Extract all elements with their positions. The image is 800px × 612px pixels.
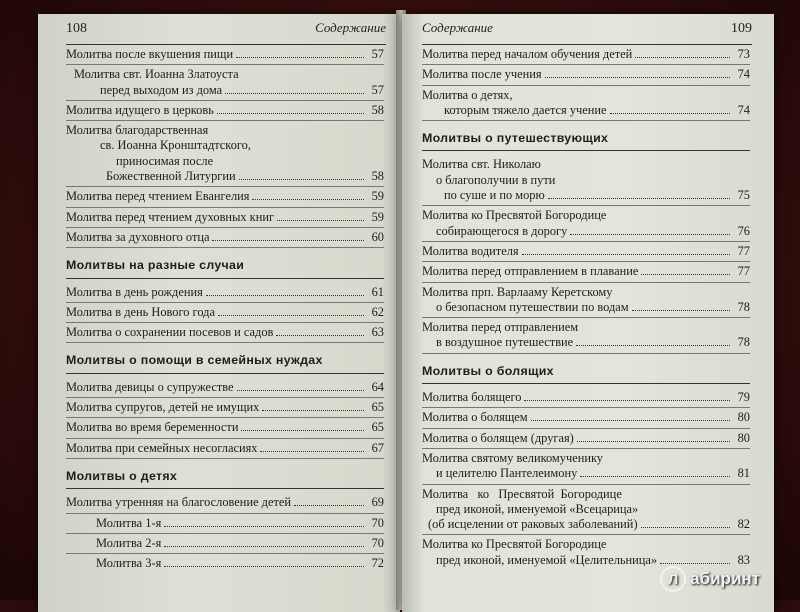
entry-page-number: 80: [737, 410, 750, 425]
toc-line: [422, 264, 750, 279]
toc-entry: [66, 400, 384, 418]
toc-line: [66, 325, 384, 340]
toc-line: [422, 47, 750, 62]
toc-entry: [66, 230, 384, 248]
toc-entry: [66, 47, 384, 65]
entry-page-number: 74: [737, 102, 750, 117]
toc-line: [422, 244, 750, 259]
toc-line: [66, 400, 384, 415]
entry-title: Молитва о сохранении посевов и садов: [66, 325, 274, 340]
toc-entry: [66, 420, 384, 438]
labirint-logo-icon: Л: [660, 566, 686, 592]
dot-leader: [610, 113, 730, 114]
entry-title: Молитва 1-я: [96, 515, 162, 530]
entry-page-number: 62: [371, 304, 384, 319]
toc-entry: [422, 451, 750, 485]
dot-leader: [570, 234, 730, 235]
entry-title-line: Молитва прп. Варлааму Керетскому: [422, 284, 613, 299]
toc-line: [66, 83, 384, 98]
entry-title-line: Молитва ко Пресвятой Богородице: [422, 537, 607, 552]
entry-page-number: 73: [737, 47, 750, 61]
entry-title-line: Молитва ко Пресвятой Богородице: [422, 208, 607, 223]
entry-title: Молитва после учения: [422, 67, 542, 82]
toc-entry: [422, 487, 750, 536]
dot-leader: [580, 476, 730, 477]
entry-title: Молитва во время беременности: [66, 420, 239, 435]
toc-line: [66, 169, 384, 184]
toc-line: [66, 230, 384, 245]
entry-title: Молитва перед чтением духовных книг: [66, 209, 275, 224]
entry-page-number: 79: [737, 390, 750, 405]
toc-line: [66, 285, 384, 300]
dot-leader: [524, 400, 730, 401]
entry-title: Божественной Литургии: [106, 169, 236, 184]
dot-leader: [545, 77, 730, 78]
labirint-watermark-text: абиринт: [690, 569, 760, 588]
toc-entry: [66, 305, 384, 323]
entry-page-number: 78: [737, 335, 750, 350]
dot-leader: [241, 430, 364, 431]
toc-entry: [422, 47, 750, 65]
entry-page-number: 61: [371, 284, 384, 299]
toc-entry: [66, 189, 384, 207]
toc-line: [66, 516, 384, 531]
toc-line: [422, 188, 750, 203]
toc-entry: [66, 210, 384, 228]
dot-leader: [531, 420, 730, 421]
right-page-header: [422, 20, 752, 37]
entry-title-line: приносимая после: [116, 153, 214, 168]
toc-entry: [422, 88, 750, 122]
entry-page-number: 58: [371, 102, 384, 117]
left-table-of-contents: [66, 47, 384, 575]
dot-leader: [641, 527, 730, 528]
entry-page-number: 60: [371, 229, 384, 244]
toc-line: [66, 210, 384, 225]
section-heading: Молитвы о путешествующих: [422, 131, 750, 151]
entry-title-line: о благополучии в пути: [436, 172, 556, 187]
dot-leader: [239, 179, 364, 180]
right-page-number: 109: [731, 21, 752, 36]
toc-line: [66, 103, 384, 118]
toc-entry: [422, 410, 750, 428]
left-header-rule: [66, 44, 386, 45]
entry-page-number: 76: [737, 223, 750, 238]
entry-title: Молитва 2-я: [96, 535, 162, 550]
dot-leader: [262, 410, 364, 411]
entry-page-number: 64: [371, 379, 384, 394]
toc-entry: [66, 441, 384, 459]
entry-page-number: 57: [371, 47, 384, 61]
dot-leader: [212, 240, 364, 241]
entry-title: Молитва перед отправлением в плавание: [422, 264, 639, 279]
entry-page-number: 67: [371, 440, 384, 455]
entry-title: Молитва идущего в церковь: [66, 102, 214, 117]
toc-entry: [66, 495, 384, 513]
dot-leader: [276, 335, 364, 336]
entry-title-line: Молитва святому великомученику: [422, 450, 603, 465]
toc-line: [66, 47, 384, 62]
entry-title: Молитва перед началом обучения детей: [422, 47, 633, 61]
entry-page-number: 75: [737, 188, 750, 203]
dot-leader: [164, 566, 364, 567]
entry-page-number: 81: [737, 466, 750, 481]
entry-title: Молитва 3-я: [96, 556, 162, 571]
dot-leader: [641, 274, 730, 275]
entry-page-number: 72: [371, 556, 384, 571]
entry-page-number: 70: [371, 535, 384, 550]
toc-entry: [66, 516, 384, 534]
right-table-of-contents: [422, 47, 750, 572]
dot-leader: [218, 315, 364, 316]
entry-title: Молитва девицы о супружестве: [66, 379, 234, 394]
toc-line: [422, 431, 750, 446]
toc-line: [66, 305, 384, 320]
toc-entry: [66, 380, 384, 398]
toc-entry: [66, 325, 384, 343]
entry-title: о безопасном путешествии по водам: [436, 299, 629, 314]
entry-title: пред иконой, именуемой «Целительница»: [436, 552, 658, 567]
dot-leader: [522, 254, 730, 255]
dot-leader: [660, 563, 730, 564]
toc-line: [422, 335, 750, 350]
entry-title: в воздушное путешествие: [436, 335, 574, 350]
toc-entry: [422, 264, 750, 282]
dot-leader: [217, 113, 364, 114]
section-heading: Молитвы о болящих: [422, 364, 750, 384]
toc-entry: [422, 431, 750, 449]
toc-line: [422, 517, 750, 532]
dot-leader: [164, 526, 364, 527]
dot-leader: [548, 198, 730, 199]
dot-leader: [635, 57, 730, 58]
entry-title: Молитва в день Нового года: [66, 304, 215, 319]
entry-title: Молитва о болящем: [422, 410, 528, 425]
entry-title-line: Молитва свт. Иоанна Златоуста: [74, 67, 239, 82]
toc-entry: [66, 536, 384, 554]
toc-line: [422, 67, 750, 82]
entry-page-number: 77: [737, 243, 750, 258]
dot-leader: [252, 199, 364, 200]
entry-page-number: 65: [371, 420, 384, 435]
toc-entry: [422, 285, 750, 319]
entry-page-number: 57: [371, 82, 384, 97]
toc-line: [422, 103, 750, 118]
toc-entry: [422, 208, 750, 242]
toc-entry: [66, 556, 384, 573]
toc-line: [422, 466, 750, 481]
entry-page-number: 80: [737, 430, 750, 445]
toc-line: [422, 410, 750, 425]
right-header-rule: [422, 44, 752, 45]
dot-leader: [225, 93, 364, 94]
toc-line: [66, 495, 384, 510]
entry-page-number: 70: [371, 515, 384, 530]
entry-title: которым тяжело дается учение: [444, 102, 607, 117]
entry-title-line: св. Иоанна Кронштадтского,: [100, 138, 251, 153]
entry-title-line: Молитва ко Пресвятой Богородице: [422, 486, 622, 501]
toc-line: [66, 420, 384, 435]
entry-title: Молитва утренняя на благословение детей: [66, 495, 292, 510]
toc-entry: [422, 320, 750, 354]
entry-page-number: 58: [371, 169, 384, 184]
left-page: [38, 14, 400, 612]
toc-entry: [422, 390, 750, 408]
entry-title: Молитва за духовного отца: [66, 229, 210, 244]
entry-page-number: 77: [737, 264, 750, 279]
section-heading: Молитвы о помощи в семейных нуждах: [66, 353, 384, 373]
dot-leader: [206, 295, 364, 296]
dot-leader: [260, 451, 364, 452]
entry-title-line: Молитва о детях,: [422, 87, 513, 102]
entry-page-number: 63: [371, 325, 384, 340]
dot-leader: [576, 345, 730, 346]
dot-leader: [632, 310, 730, 311]
toc-line: [66, 189, 384, 204]
entry-title: Молитва о болящем (другая): [422, 430, 574, 445]
dot-leader: [294, 505, 364, 506]
dot-leader: [237, 390, 364, 391]
left-page-header: [66, 20, 386, 37]
section-heading: Молитвы о детях: [66, 469, 384, 489]
entry-page-number: 74: [737, 67, 750, 82]
right-page: [402, 14, 774, 612]
entry-page-number: 59: [371, 189, 384, 204]
entry-page-number: 83: [737, 552, 750, 567]
right-running-head: Содержание: [422, 20, 493, 35]
toc-entry: [66, 285, 384, 303]
entry-title: Молитва после вкушения пищи: [66, 47, 234, 61]
toc-entry: [422, 244, 750, 262]
entry-title: Молитва при семейных несогласиях: [66, 440, 258, 455]
entry-page-number: 65: [371, 400, 384, 415]
toc-entry: [66, 67, 384, 101]
toc-line: [66, 556, 384, 571]
entry-title-line: пред иконой, именуемой «Всецарица»: [436, 501, 639, 516]
entry-page-number: 78: [737, 299, 750, 314]
entry-title-line: Молитва свт. Николаю: [422, 157, 541, 172]
entry-title: Молитва перед чтением Евангелия: [66, 189, 250, 204]
entry-title: (об исцелении от раковых заболеваний): [428, 517, 638, 532]
toc-entry: [66, 103, 384, 121]
left-page-number: 108: [66, 21, 87, 36]
toc-line: [422, 224, 750, 239]
entry-title: Молитва супругов, детей не имущих: [66, 400, 260, 415]
toc-entry: [422, 157, 750, 206]
entry-page-number: 82: [737, 517, 750, 532]
toc-line: [422, 300, 750, 315]
dot-leader: [236, 57, 364, 58]
section-heading: Молитвы на разные случаи: [66, 258, 384, 278]
dot-leader: [164, 546, 364, 547]
entry-title: по суше и по морю: [444, 188, 545, 203]
entry-title: и целителю Пантелеимону: [436, 466, 578, 481]
dot-leader: [277, 220, 364, 221]
dot-leader: [577, 441, 730, 442]
entry-title-line: Молитва благодарственная: [66, 123, 209, 138]
toc-entry: [66, 123, 384, 187]
toc-line: [66, 536, 384, 551]
toc-line: [422, 390, 750, 405]
entry-title: собирающегося в дорогу: [436, 223, 568, 238]
entry-title-line: Молитва перед отправлением: [422, 320, 579, 335]
toc-entry: [422, 67, 750, 85]
entry-title: перед выходом из дома: [100, 82, 223, 97]
left-running-head: Содержание: [315, 20, 386, 35]
entry-page-number: 69: [371, 495, 384, 510]
entry-page-number: 59: [371, 209, 384, 224]
labirint-watermark: [660, 566, 760, 592]
entry-title: Молитва в день рождения: [66, 284, 203, 299]
toc-line: [66, 441, 384, 456]
entry-title: Молитва болящего: [422, 390, 522, 405]
toc-line: [66, 380, 384, 395]
entry-title: Молитва водителя: [422, 243, 519, 258]
